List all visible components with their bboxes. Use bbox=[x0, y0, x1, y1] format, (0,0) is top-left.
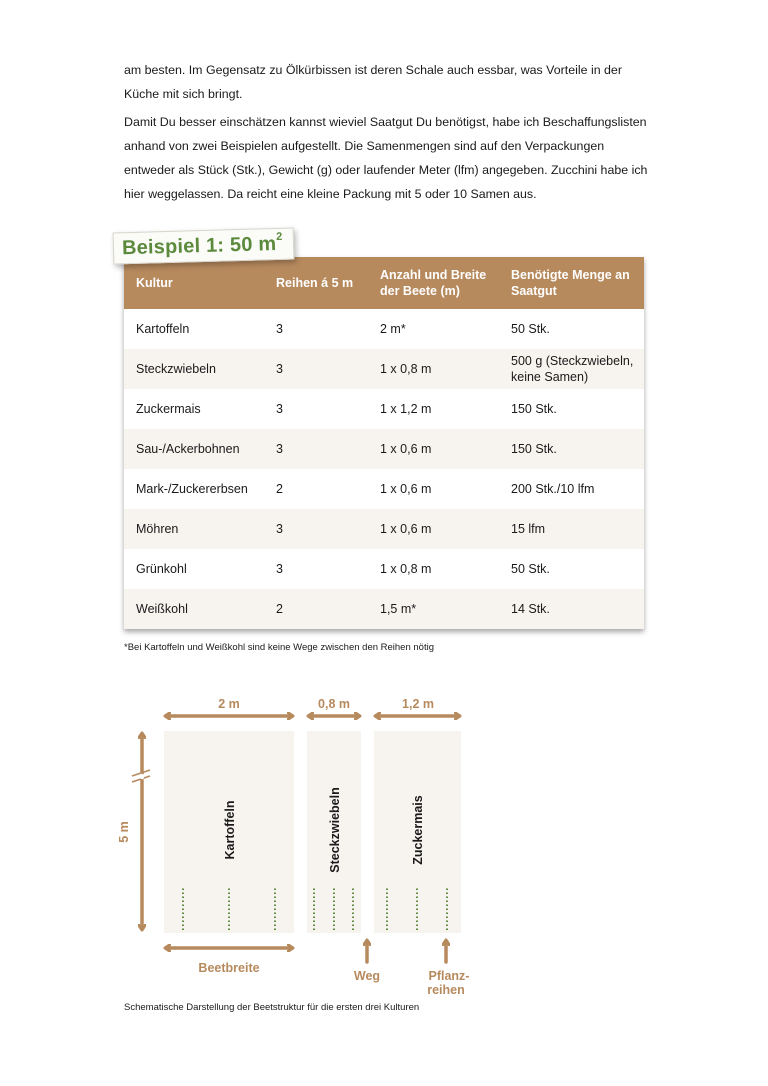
plant-rows bbox=[183, 888, 447, 930]
table-cell: 200 Stk./10 lfm bbox=[511, 482, 595, 496]
table-cell: 15 lfm bbox=[511, 522, 546, 536]
length-label-5m: 5 m bbox=[117, 821, 131, 843]
table-cell: 3 bbox=[276, 322, 283, 336]
table-cell: 14 Stk. bbox=[511, 602, 550, 616]
table-cell: 1 x 0,6 m bbox=[380, 442, 432, 456]
table-cell: 50 Stk. bbox=[511, 562, 550, 576]
example-label bbox=[113, 227, 295, 264]
header-kultur: Kultur bbox=[136, 276, 173, 290]
table-cell: 1 x 1,2 m bbox=[380, 402, 432, 416]
table-cell: Möhren bbox=[136, 522, 179, 536]
table-cell: 1 x 0,6 m bbox=[380, 522, 432, 536]
table-cell: 2 m* bbox=[380, 322, 406, 336]
table-cell: Steckzwiebeln bbox=[136, 362, 216, 376]
table-cell: 50 Stk. bbox=[511, 322, 550, 336]
label-pflanzreihen-1: Pflanz- bbox=[428, 969, 470, 983]
table-cell: 150 Stk. bbox=[511, 442, 557, 456]
bed-label-kartoffeln: Kartoffeln bbox=[223, 800, 237, 860]
table-cell: 3 bbox=[276, 442, 283, 456]
bed-label-steckzwiebeln: Steckzwiebeln bbox=[328, 787, 342, 873]
table-cell: Weißkohl bbox=[136, 602, 188, 616]
table-cell: 1 x 0,6 m bbox=[380, 482, 432, 496]
table-cell: 1,5 m* bbox=[380, 602, 417, 616]
diagram-caption: Schematische Darstellung der Beetstruktur für die ersten drei Kulturen bbox=[124, 1002, 420, 1013]
table-footnote: *Bei Kartoffeln und Weißkohl sind keine Wege zwischen den Reihen nötig bbox=[124, 642, 434, 653]
table-cell: 3 bbox=[276, 562, 283, 576]
example-label-superscript: 2 bbox=[275, 230, 283, 243]
table-cell: 1 x 0,8 m bbox=[380, 362, 432, 376]
table-cell: 150 Stk. bbox=[511, 402, 557, 416]
label-weg: Weg bbox=[353, 969, 381, 983]
header-beete: Anzahl und Breite der Beete (m) bbox=[380, 268, 487, 298]
table-cell: 500 g (Steckzwiebeln, keine Samen) bbox=[511, 354, 634, 384]
label-pflanzreihen-2: reihen bbox=[427, 983, 465, 997]
table-cell: 2 bbox=[276, 602, 283, 616]
table-cell: Grünkohl bbox=[136, 562, 187, 576]
intro-paragraph-1: am besten. Im Gegensatz zu Ölkürbissen ist deren Schale auch essbar, was Vorteile in der Küche mit sich bringt. bbox=[124, 63, 622, 101]
width-label-12m: 1,2 m bbox=[402, 697, 434, 711]
label-beetbreite: Beetbreite bbox=[198, 961, 260, 975]
table-cell: 3 bbox=[276, 522, 283, 536]
header-saatgut: Benötigte Menge an Saatgut bbox=[511, 268, 630, 298]
table-cell: Sau-/Ackerbohnen bbox=[136, 442, 240, 456]
bed-label-zuckermais: Zuckermais bbox=[411, 795, 425, 865]
table-cell: Kartoffeln bbox=[136, 322, 190, 336]
intro-paragraph-2: Damit Du besser einschätzen kannst wieviel Saatgut Du benötigst, habe ich Beschaffungslisten anhand von zwei Beispielen aufgestellt. Die Samenmengen sind auf den Verpackungen entweder als Stück (Stk.), Gewicht (g) oder laufender Meter (lfm) angegeben. Zucchini habe ich hier weggelassen. Da reicht eine kleine Packung mit 5 oder 10 Samen aus. bbox=[124, 115, 648, 201]
table-cell: 2 bbox=[276, 482, 283, 496]
example-label-text: Beispiel 1: 50 m bbox=[121, 232, 277, 260]
table-cell: Mark-/Zuckererbsen bbox=[136, 482, 248, 496]
table-cell: 3 bbox=[276, 402, 283, 416]
table-cell: 3 bbox=[276, 362, 283, 376]
width-label-08m: 0,8 m bbox=[318, 697, 350, 711]
table-cell: Zuckermais bbox=[136, 402, 201, 416]
table-cell: 1 x 0,8 m bbox=[380, 562, 432, 576]
header-reihen: Reihen á 5 m bbox=[276, 276, 354, 290]
width-label-2m: 2 m bbox=[218, 697, 240, 711]
